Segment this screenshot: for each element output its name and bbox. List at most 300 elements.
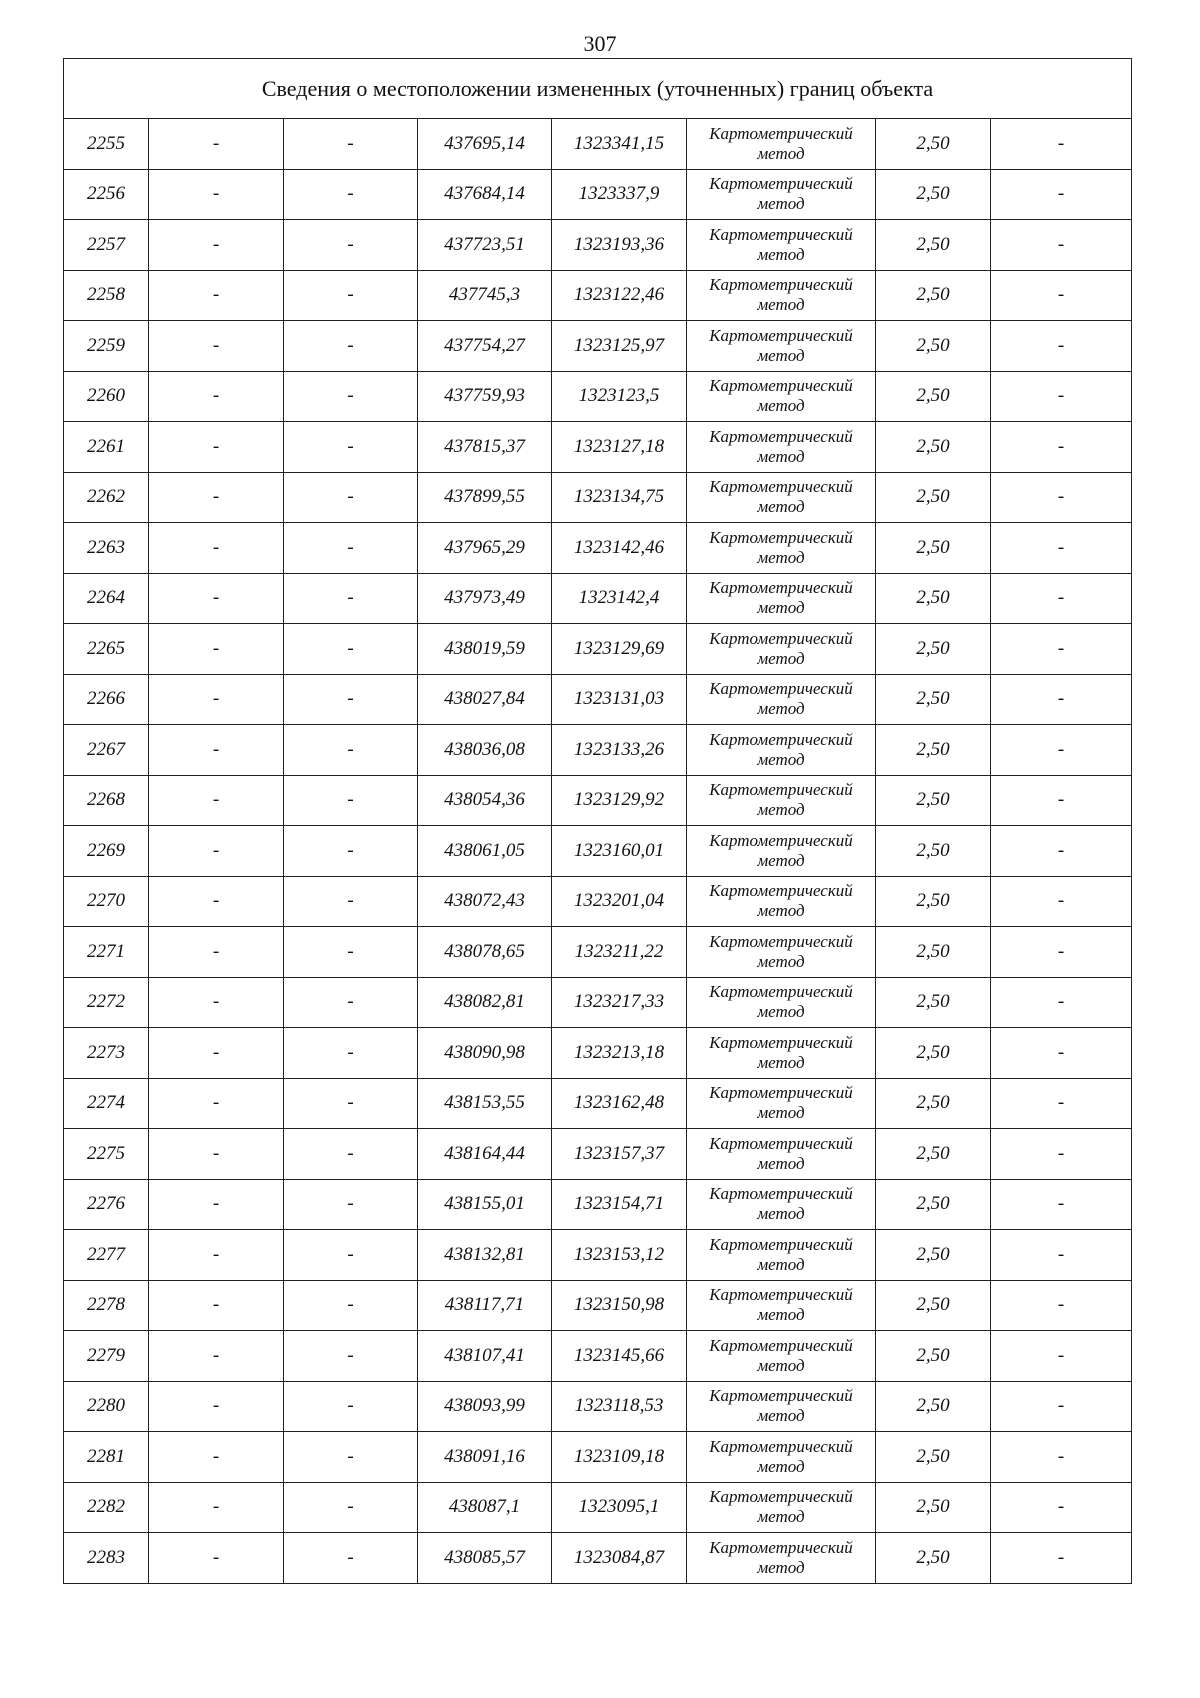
point-number-cell: 2275 [64, 1129, 149, 1180]
y-coordinate-cell: 1323134,75 [552, 472, 687, 523]
y-coordinate-cell: 1323341,15 [552, 119, 687, 170]
table-row [64, 977, 1132, 1028]
method-line-2: метод [757, 547, 805, 567]
table-row [64, 1331, 1132, 1382]
x-coordinate-cell: 438078,65 [418, 927, 552, 978]
table-row [64, 1129, 1132, 1180]
column-2-cell: - [149, 927, 284, 978]
method-line-1: Картометрический [709, 1184, 853, 1204]
method-cell [687, 826, 876, 877]
method-line-1: Картометрический [709, 1032, 853, 1052]
column-3-cell: - [284, 1028, 418, 1079]
point-number-cell: 2260 [64, 371, 149, 422]
y-coordinate-cell: 1323217,33 [552, 977, 687, 1028]
accuracy-cell: 2,50 [876, 169, 991, 220]
accuracy-cell: 2,50 [876, 1230, 991, 1281]
column-8-cell: - [991, 523, 1132, 574]
x-coordinate-cell: 437684,14 [418, 169, 552, 220]
accuracy-cell: 2,50 [876, 1280, 991, 1331]
column-2-cell: - [149, 573, 284, 624]
point-number-cell: 2280 [64, 1381, 149, 1432]
column-3-cell: - [284, 1432, 418, 1483]
table-row [64, 725, 1132, 776]
method-cell [687, 523, 876, 574]
accuracy-cell: 2,50 [876, 876, 991, 927]
accuracy-cell: 2,50 [876, 1533, 991, 1584]
method-line-2: метод [757, 1204, 805, 1224]
point-number-cell: 2255 [64, 119, 149, 170]
point-number-cell: 2256 [64, 169, 149, 220]
accuracy-cell: 2,50 [876, 321, 991, 372]
y-coordinate-cell: 1323154,71 [552, 1179, 687, 1230]
table-row [64, 1381, 1132, 1432]
column-3-cell: - [284, 775, 418, 826]
method-cell [687, 1028, 876, 1079]
y-coordinate-cell: 1323211,22 [552, 927, 687, 978]
point-number-cell: 2258 [64, 270, 149, 321]
point-number-cell: 2264 [64, 573, 149, 624]
x-coordinate-cell: 437899,55 [418, 472, 552, 523]
method-line-2: метод [757, 901, 805, 921]
table-row [64, 674, 1132, 725]
column-3-cell: - [284, 1179, 418, 1230]
y-coordinate-cell: 1323160,01 [552, 826, 687, 877]
accuracy-cell: 2,50 [876, 1381, 991, 1432]
accuracy-cell: 2,50 [876, 775, 991, 826]
method-line-1: Картометрический [709, 1234, 853, 1254]
method-line-1: Картометрический [709, 275, 853, 295]
column-3-cell: - [284, 674, 418, 725]
column-2-cell: - [149, 977, 284, 1028]
method-line-2: метод [757, 1355, 805, 1375]
x-coordinate-cell: 438090,98 [418, 1028, 552, 1079]
method-line-1: Картометрический [709, 477, 853, 497]
y-coordinate-cell: 1323193,36 [552, 220, 687, 271]
column-8-cell: - [991, 371, 1132, 422]
table-row [64, 826, 1132, 877]
method-cell [687, 876, 876, 927]
y-coordinate-cell: 1323337,9 [552, 169, 687, 220]
accuracy-cell: 2,50 [876, 1078, 991, 1129]
x-coordinate-cell: 438132,81 [418, 1230, 552, 1281]
point-number-cell: 2257 [64, 220, 149, 271]
column-3-cell: - [284, 725, 418, 776]
method-line-1: Картометрический [709, 881, 853, 901]
y-coordinate-cell: 1323133,26 [552, 725, 687, 776]
x-coordinate-cell: 438061,05 [418, 826, 552, 877]
point-number-cell: 2279 [64, 1331, 149, 1382]
column-2-cell: - [149, 725, 284, 776]
method-line-1: Картометрический [709, 123, 853, 143]
y-coordinate-cell: 1323118,53 [552, 1381, 687, 1432]
column-3-cell: - [284, 472, 418, 523]
x-coordinate-cell: 437815,37 [418, 422, 552, 473]
point-number-cell: 2273 [64, 1028, 149, 1079]
method-cell [687, 1381, 876, 1432]
method-line-2: метод [757, 699, 805, 719]
table-row [64, 1280, 1132, 1331]
y-coordinate-cell: 1323095,1 [552, 1482, 687, 1533]
x-coordinate-cell: 438155,01 [418, 1179, 552, 1230]
y-coordinate-cell: 1323145,66 [552, 1331, 687, 1382]
table-row [64, 220, 1132, 271]
x-coordinate-cell: 438117,71 [418, 1280, 552, 1331]
table-body [64, 59, 1132, 1584]
column-3-cell: - [284, 422, 418, 473]
method-line-1: Картометрический [709, 1537, 853, 1557]
column-8-cell: - [991, 220, 1132, 271]
method-line-1: Картометрический [709, 174, 853, 194]
method-line-2: метод [757, 497, 805, 517]
column-8-cell: - [991, 674, 1132, 725]
column-2-cell: - [149, 826, 284, 877]
table-row [64, 321, 1132, 372]
method-line-1: Картометрический [709, 931, 853, 951]
column-2-cell: - [149, 1028, 284, 1079]
column-8-cell: - [991, 826, 1132, 877]
column-2-cell: - [149, 1381, 284, 1432]
column-3-cell: - [284, 1280, 418, 1331]
y-coordinate-cell: 1323125,97 [552, 321, 687, 372]
column-2-cell: - [149, 169, 284, 220]
x-coordinate-cell: 437759,93 [418, 371, 552, 422]
point-number-cell: 2266 [64, 674, 149, 725]
column-3-cell: - [284, 826, 418, 877]
accuracy-cell: 2,50 [876, 927, 991, 978]
method-line-2: метод [757, 446, 805, 466]
column-2-cell: - [149, 1432, 284, 1483]
x-coordinate-cell: 437745,3 [418, 270, 552, 321]
column-3-cell: - [284, 371, 418, 422]
table-row [64, 523, 1132, 574]
method-cell [687, 977, 876, 1028]
table-row [64, 169, 1132, 220]
table-row [64, 472, 1132, 523]
method-line-2: метод [757, 749, 805, 769]
point-number-cell: 2270 [64, 876, 149, 927]
x-coordinate-cell: 438093,99 [418, 1381, 552, 1432]
method-line-1: Картометрический [709, 1386, 853, 1406]
method-line-2: метод [757, 1254, 805, 1274]
point-number-cell: 2259 [64, 321, 149, 372]
method-cell [687, 624, 876, 675]
column-8-cell: - [991, 927, 1132, 978]
column-3-cell: - [284, 1078, 418, 1129]
method-line-1: Картометрический [709, 1133, 853, 1153]
table-title: Сведения о местоположении измененных (уточненных) границ объекта [64, 59, 1132, 119]
column-8-cell: - [991, 1230, 1132, 1281]
method-cell [687, 1280, 876, 1331]
point-number-cell: 2261 [64, 422, 149, 473]
method-cell [687, 1331, 876, 1382]
method-line-2: метод [757, 1557, 805, 1577]
method-cell [687, 1482, 876, 1533]
column-2-cell: - [149, 371, 284, 422]
point-number-cell: 2265 [64, 624, 149, 675]
column-8-cell: - [991, 422, 1132, 473]
column-8-cell: - [991, 1179, 1132, 1230]
method-line-2: метод [757, 295, 805, 315]
column-2-cell: - [149, 1078, 284, 1129]
method-line-2: метод [757, 1153, 805, 1173]
point-number-cell: 2278 [64, 1280, 149, 1331]
column-2-cell: - [149, 876, 284, 927]
column-3-cell: - [284, 1482, 418, 1533]
column-3-cell: - [284, 573, 418, 624]
y-coordinate-cell: 1323084,87 [552, 1533, 687, 1584]
method-line-1: Картометрический [709, 1436, 853, 1456]
table-row [64, 573, 1132, 624]
column-2-cell: - [149, 775, 284, 826]
column-3-cell: - [284, 270, 418, 321]
point-number-cell: 2267 [64, 725, 149, 776]
table-title-row [64, 59, 1132, 119]
point-number-cell: 2277 [64, 1230, 149, 1281]
accuracy-cell: 2,50 [876, 1028, 991, 1079]
point-number-cell: 2268 [64, 775, 149, 826]
x-coordinate-cell: 438153,55 [418, 1078, 552, 1129]
y-coordinate-cell: 1323142,46 [552, 523, 687, 574]
column-8-cell: - [991, 876, 1132, 927]
table-row [64, 1179, 1132, 1230]
column-2-cell: - [149, 321, 284, 372]
column-8-cell: - [991, 1129, 1132, 1180]
column-3-cell: - [284, 624, 418, 675]
method-line-2: метод [757, 1305, 805, 1325]
method-cell [687, 220, 876, 271]
column-3-cell: - [284, 927, 418, 978]
x-coordinate-cell: 438082,81 [418, 977, 552, 1028]
method-line-2: метод [757, 244, 805, 264]
method-line-1: Картометрический [709, 1285, 853, 1305]
method-line-1: Картометрический [709, 1083, 853, 1103]
column-3-cell: - [284, 1230, 418, 1281]
x-coordinate-cell: 438164,44 [418, 1129, 552, 1180]
x-coordinate-cell: 438027,84 [418, 674, 552, 725]
x-coordinate-cell: 437973,49 [418, 573, 552, 624]
point-number-cell: 2282 [64, 1482, 149, 1533]
column-2-cell: - [149, 472, 284, 523]
column-8-cell: - [991, 321, 1132, 372]
method-cell [687, 270, 876, 321]
column-3-cell: - [284, 1129, 418, 1180]
method-cell [687, 1129, 876, 1180]
column-8-cell: - [991, 624, 1132, 675]
column-8-cell: - [991, 119, 1132, 170]
x-coordinate-cell: 437965,29 [418, 523, 552, 574]
method-cell [687, 371, 876, 422]
y-coordinate-cell: 1323123,5 [552, 371, 687, 422]
column-3-cell: - [284, 321, 418, 372]
method-cell [687, 422, 876, 473]
method-line-1: Картометрический [709, 578, 853, 598]
column-2-cell: - [149, 119, 284, 170]
accuracy-cell: 2,50 [876, 674, 991, 725]
y-coordinate-cell: 1323162,48 [552, 1078, 687, 1129]
method-line-1: Картометрический [709, 780, 853, 800]
method-line-2: метод [757, 598, 805, 618]
method-line-2: метод [757, 850, 805, 870]
method-line-1: Картометрический [709, 679, 853, 699]
x-coordinate-cell: 438036,08 [418, 725, 552, 776]
method-line-2: метод [757, 648, 805, 668]
accuracy-cell: 2,50 [876, 371, 991, 422]
accuracy-cell: 2,50 [876, 826, 991, 877]
accuracy-cell: 2,50 [876, 725, 991, 776]
page-number: 307 [583, 31, 617, 56]
y-coordinate-cell: 1323153,12 [552, 1230, 687, 1281]
x-coordinate-cell: 437723,51 [418, 220, 552, 271]
column-8-cell: - [991, 1381, 1132, 1432]
column-3-cell: - [284, 220, 418, 271]
column-8-cell: - [991, 1078, 1132, 1129]
column-8-cell: - [991, 270, 1132, 321]
column-3-cell: - [284, 119, 418, 170]
method-line-1: Картометрический [709, 628, 853, 648]
accuracy-cell: 2,50 [876, 1482, 991, 1533]
table-row [64, 1432, 1132, 1483]
method-cell [687, 169, 876, 220]
y-coordinate-cell: 1323131,03 [552, 674, 687, 725]
method-line-2: метод [757, 1002, 805, 1022]
method-line-1: Картометрический [709, 1487, 853, 1507]
column-8-cell: - [991, 1432, 1132, 1483]
table-row [64, 371, 1132, 422]
column-3-cell: - [284, 977, 418, 1028]
column-8-cell: - [991, 1280, 1132, 1331]
point-number-cell: 2263 [64, 523, 149, 574]
method-cell [687, 472, 876, 523]
column-2-cell: - [149, 1230, 284, 1281]
method-cell [687, 119, 876, 170]
method-line-2: метод [757, 1052, 805, 1072]
accuracy-cell: 2,50 [876, 472, 991, 523]
table-row [64, 1533, 1132, 1584]
y-coordinate-cell: 1323150,98 [552, 1280, 687, 1331]
column-2-cell: - [149, 1129, 284, 1180]
point-number-cell: 2274 [64, 1078, 149, 1129]
table-row [64, 1028, 1132, 1079]
column-8-cell: - [991, 1331, 1132, 1382]
method-cell [687, 1230, 876, 1281]
column-3-cell: - [284, 1381, 418, 1432]
method-cell [687, 927, 876, 978]
column-3-cell: - [284, 876, 418, 927]
column-8-cell: - [991, 1533, 1132, 1584]
x-coordinate-cell: 438087,1 [418, 1482, 552, 1533]
method-line-2: метод [757, 1103, 805, 1123]
y-coordinate-cell: 1323129,92 [552, 775, 687, 826]
method-line-1: Картометрический [709, 224, 853, 244]
x-coordinate-cell: 437754,27 [418, 321, 552, 372]
table-row [64, 422, 1132, 473]
point-number-cell: 2281 [64, 1432, 149, 1483]
column-8-cell: - [991, 169, 1132, 220]
column-8-cell: - [991, 1028, 1132, 1079]
table-row [64, 624, 1132, 675]
x-coordinate-cell: 437695,14 [418, 119, 552, 170]
column-8-cell: - [991, 977, 1132, 1028]
column-2-cell: - [149, 674, 284, 725]
method-line-1: Картометрический [709, 325, 853, 345]
method-line-1: Картометрический [709, 982, 853, 1002]
column-2-cell: - [149, 220, 284, 271]
accuracy-cell: 2,50 [876, 523, 991, 574]
table-row [64, 775, 1132, 826]
method-line-1: Картометрический [709, 426, 853, 446]
y-coordinate-cell: 1323142,4 [552, 573, 687, 624]
x-coordinate-cell: 438085,57 [418, 1533, 552, 1584]
accuracy-cell: 2,50 [876, 624, 991, 675]
method-cell [687, 775, 876, 826]
y-coordinate-cell: 1323157,37 [552, 1129, 687, 1180]
column-3-cell: - [284, 523, 418, 574]
column-2-cell: - [149, 1533, 284, 1584]
y-coordinate-cell: 1323127,18 [552, 422, 687, 473]
column-3-cell: - [284, 1533, 418, 1584]
accuracy-cell: 2,50 [876, 270, 991, 321]
column-2-cell: - [149, 624, 284, 675]
accuracy-cell: 2,50 [876, 573, 991, 624]
accuracy-cell: 2,50 [876, 977, 991, 1028]
accuracy-cell: 2,50 [876, 1179, 991, 1230]
accuracy-cell: 2,50 [876, 1129, 991, 1180]
method-cell [687, 573, 876, 624]
column-3-cell: - [284, 169, 418, 220]
accuracy-cell: 2,50 [876, 1432, 991, 1483]
x-coordinate-cell: 438091,16 [418, 1432, 552, 1483]
method-line-2: метод [757, 194, 805, 214]
column-3-cell: - [284, 1331, 418, 1382]
point-number-cell: 2262 [64, 472, 149, 523]
method-line-1: Картометрический [709, 1335, 853, 1355]
column-2-cell: - [149, 523, 284, 574]
point-number-cell: 2269 [64, 826, 149, 877]
method-cell [687, 1179, 876, 1230]
method-line-1: Картометрический [709, 376, 853, 396]
y-coordinate-cell: 1323109,18 [552, 1432, 687, 1483]
method-cell [687, 1078, 876, 1129]
point-number-cell: 2271 [64, 927, 149, 978]
column-2-cell: - [149, 270, 284, 321]
table-row [64, 1482, 1132, 1533]
y-coordinate-cell: 1323129,69 [552, 624, 687, 675]
column-2-cell: - [149, 1280, 284, 1331]
column-2-cell: - [149, 1482, 284, 1533]
point-number-cell: 2276 [64, 1179, 149, 1230]
method-line-1: Картометрический [709, 729, 853, 749]
method-line-1: Картометрический [709, 830, 853, 850]
method-line-2: метод [757, 1507, 805, 1527]
table-row [64, 876, 1132, 927]
method-line-1: Картометрический [709, 527, 853, 547]
method-cell [687, 1533, 876, 1584]
method-line-2: метод [757, 345, 805, 365]
column-2-cell: - [149, 1331, 284, 1382]
table-row [64, 927, 1132, 978]
column-8-cell: - [991, 725, 1132, 776]
column-8-cell: - [991, 1482, 1132, 1533]
x-coordinate-cell: 438019,59 [418, 624, 552, 675]
x-coordinate-cell: 438072,43 [418, 876, 552, 927]
method-line-2: метод [757, 396, 805, 416]
method-cell [687, 725, 876, 776]
table-row [64, 1230, 1132, 1281]
accuracy-cell: 2,50 [876, 119, 991, 170]
coordinates-table [63, 58, 1132, 1584]
accuracy-cell: 2,50 [876, 422, 991, 473]
accuracy-cell: 2,50 [876, 1331, 991, 1382]
